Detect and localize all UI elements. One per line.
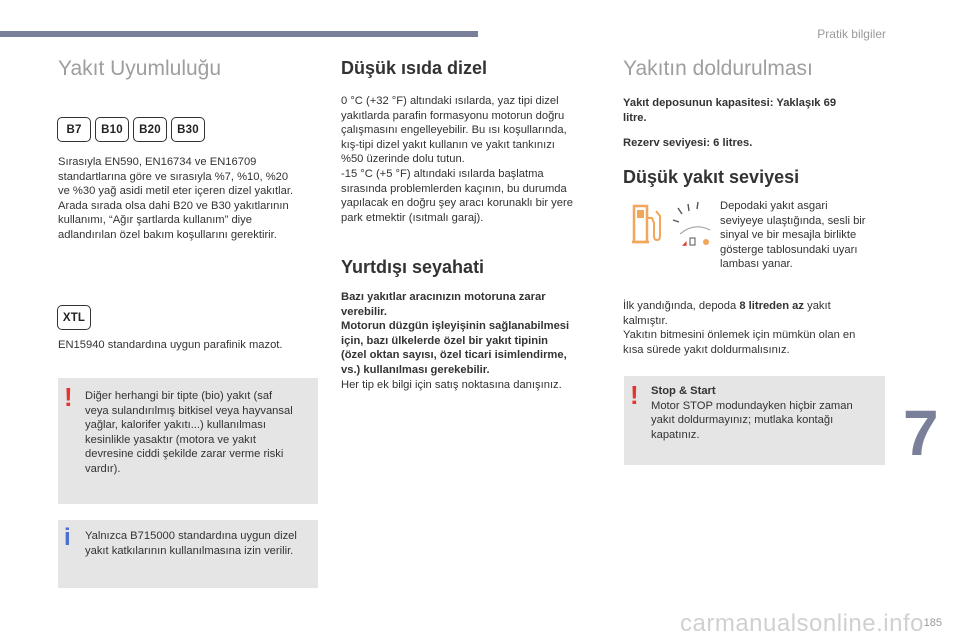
low-fuel-warning-icon	[624, 198, 716, 250]
refuelling-title: Yakıtın doldurulması	[623, 57, 813, 80]
low-fuel-paragraph: İlk yandığında, depoda 8 litreden az yakıt kalmıştır. Yakıtın bitmesini önlemek için mümkün olan en kısa sürede yakıt doldurmalısınız.	[623, 300, 856, 356]
warning-exclamation-icon: !	[64, 382, 73, 412]
travel-abroad-paragraph: Bazı yakıtlar aracınızın motoruna zarar verebilir. Motorun düzgün işleyişinin sağlanabilmesi için, bazı ülkelerde özel bir yakıt tipinin (özel oktan sayısı, özel ticari isimlendirme, vs.) kullanılması gerekebilir. Her tip ek bilgi için satış noktasına danışınız.	[341, 291, 570, 391]
chapter-number: 7	[903, 397, 939, 469]
warning-note-fuel: ! Diğer herhangi bir tipte (bio) yakıt (saf veya sulandırılmış bitkisel veya hayvansal yağlar, kalorifer yakıtı...) kullanılması kesinlikle yasaktır (motora ve yakıt devresine ciddi şekilde zarar verme riski vardır).	[58, 378, 318, 504]
badge-b10: B10	[95, 117, 129, 142]
badge-xtl: XTL	[57, 305, 91, 330]
page-number: 185	[923, 617, 942, 629]
xtl-paragraph: EN15940 standardına uygun parafinik mazot.	[58, 339, 283, 351]
fuel-badges	[57, 117, 205, 142]
low-fuel-level-title: Düşük yakıt seviyesi	[623, 167, 800, 187]
low-temperature-diesel-title: Düşük ısıda dizel	[341, 58, 488, 78]
low-temperature-paragraph: 0 °C (+32 °F) altındaki ısılarda, yaz tipi dizel yakıtlarda parafin formasyonu motorun doğru çalışmasını engelleyebilir. Bu ısı koşullarında, kış-tipi dizel yakıt kullanın ve yakıt tankınızı %50 üzerinde dolu tutun. -15 °C (+5 °F) altındaki ısılarda başlatma sırasında problemlerden kaçının, bu durumda yapılacak en doğru şey aracı korunaklı bir yere park etmektir (ısıtmalı garaj).	[341, 95, 573, 224]
badge-b30: B30	[171, 117, 205, 142]
reserve-level: Rezerv seviyesi: 6 litres.	[623, 137, 753, 149]
badge-b20: B20	[133, 117, 167, 142]
fuel-compatibility-title: Yakıt Uyumluluğu	[58, 57, 222, 80]
travel-abroad-title: Yurtdışı seyahati	[341, 257, 485, 277]
watermark: carmanualsonline.info	[680, 610, 924, 637]
xtl-badge-wrap	[57, 305, 91, 330]
top-accent-bar	[0, 31, 478, 37]
warning-note-stop-start: ! Stop & Start Motor STOP modundayken hiçbir zaman yakıt doldurmayınız; mutlaka kontağı kapatınız.	[624, 376, 885, 465]
warning-exclamation-icon: !	[630, 380, 639, 410]
section-title: Pratik bilgiler	[817, 27, 886, 41]
low-fuel-icon-description: Depodaki yakıt asgari seviyeye ulaştığında, sesli bir sinyal ve bir mesajla birlikte gösterge tablosundaki uyarı lambası yanar.	[720, 200, 866, 271]
tank-capacity: Yakıt deposunun kapasitesi: Yaklaşık 69 litre.	[623, 97, 837, 124]
badge-b7: B7	[57, 117, 91, 142]
biodiesel-paragraph: Sırasıyla EN590, EN16734 ve EN16709 standartlarına göre ve sırasıyla %7, %10, %20 ve %30 yağ asidi metil eter içeren dizel yakıtlar. Arada sırada olsa dahi B20 ve B30 yakıtlarının kullanımı, “Ağır şartlarda kullanım” diye adlandırılan özel bakım koşullarını gerektirir.	[58, 156, 294, 241]
info-icon: i	[64, 524, 71, 551]
info-note-additives: i Yalnızca B715000 standardına uygun dizel yakıt katkılarının kullanılmasına izin verilir.	[58, 520, 318, 588]
svg-text:◢: ◢	[682, 241, 687, 247]
